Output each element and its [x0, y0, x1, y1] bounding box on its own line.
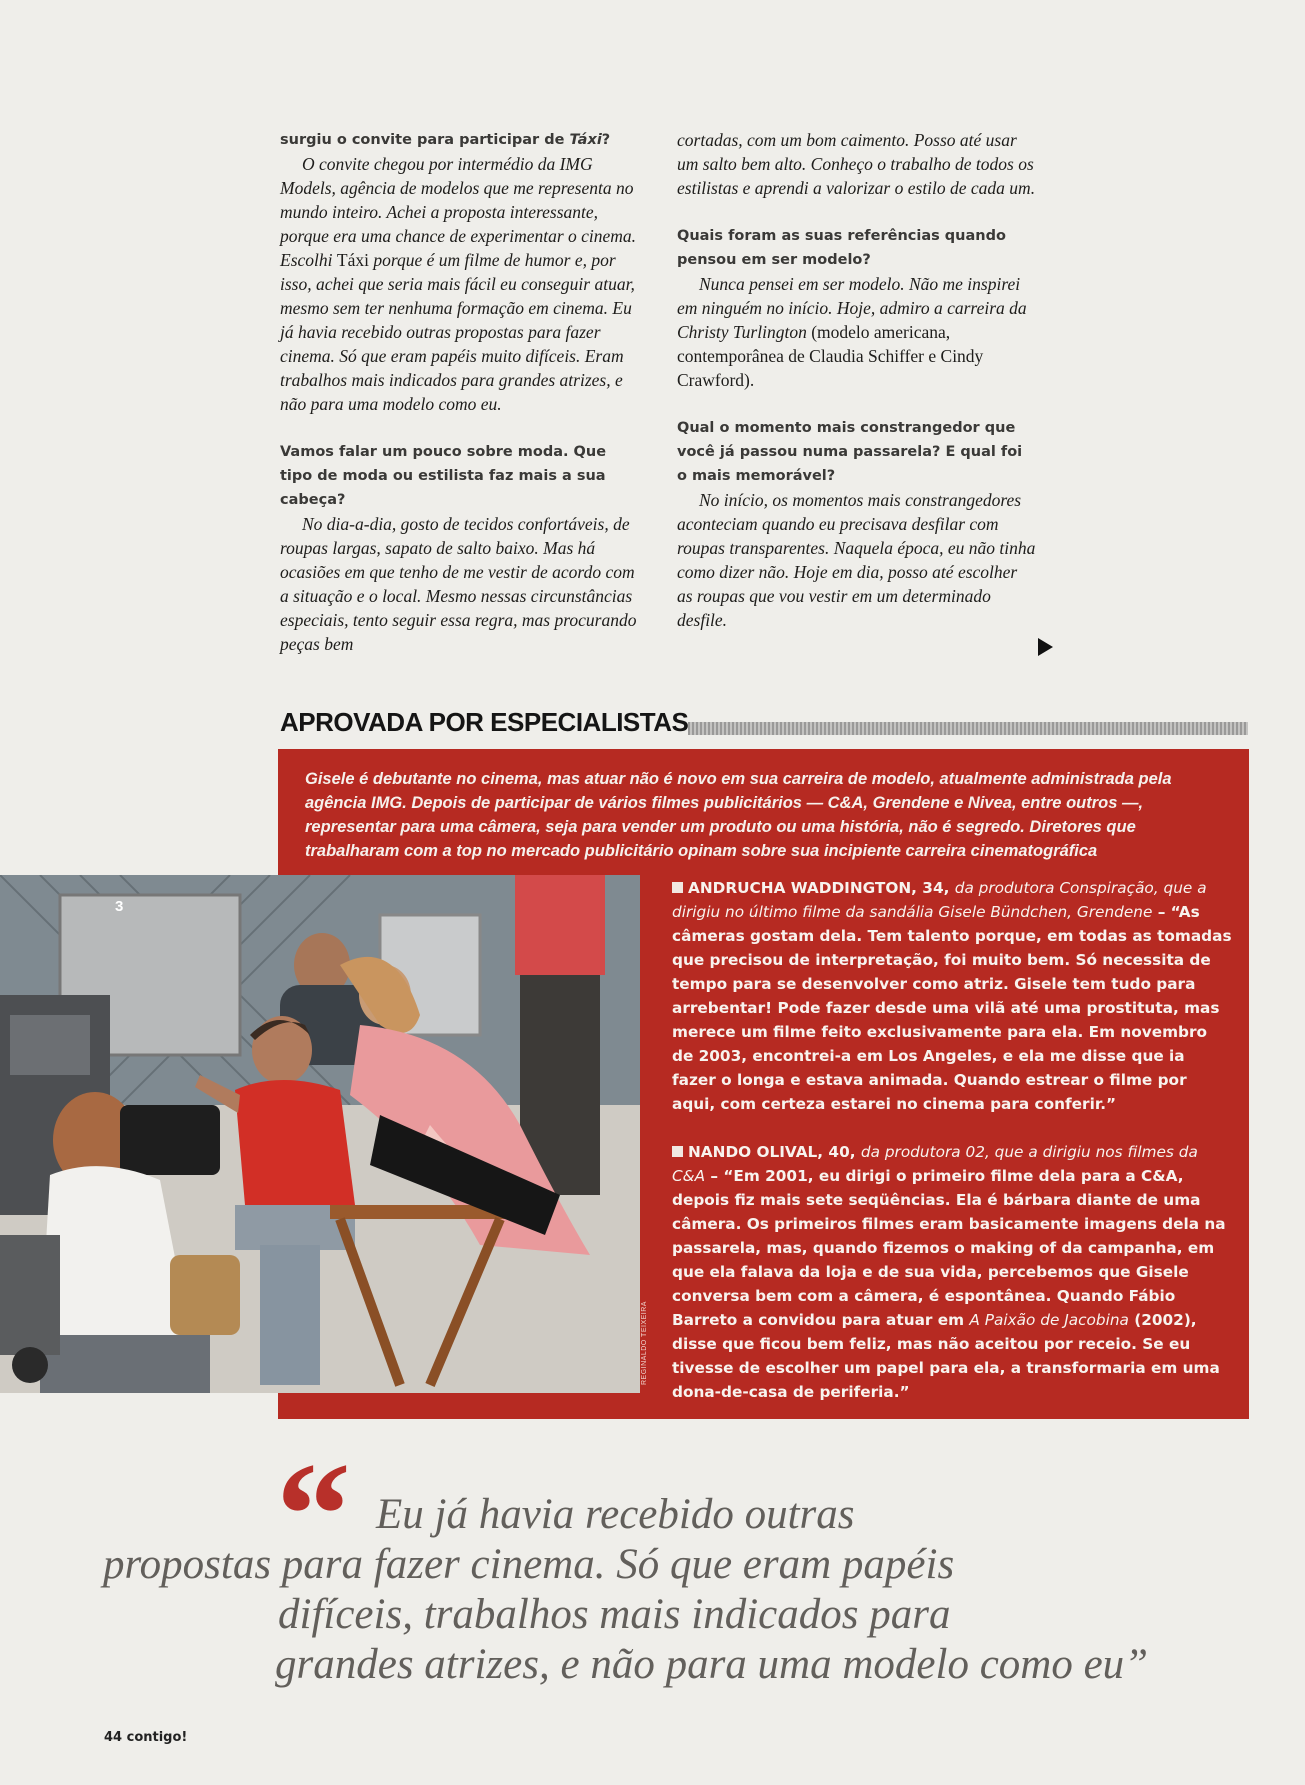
question-1: surgiu o convite para participar de Táxi? [280, 132, 611, 148]
square-bullet-icon [672, 1146, 683, 1157]
left-column [280, 128, 640, 656]
pull-quote-line: Eu já havia recebido outras [376, 1491, 855, 1538]
square-bullet-icon [672, 882, 683, 893]
right-column [677, 128, 1037, 632]
answer-2-continued: cortadas, com um bom caimento. Posso até usar um salto bem alto. Conheço o trabalho de todos os estilistas e aprendi a valorizar o estilo de cada um. [677, 130, 1036, 198]
heading-rule [688, 722, 1248, 735]
answer-2: No dia-a-dia, gosto de tecidos confortáveis, de roupas largas, sapato de salto baixo. Mas há ocasiões em que tenho de me vestir de acordo com a situação e o local. Mesmo nessas circunstâncias especiais, tento seguir essa regra, mas procurando peças bem [280, 514, 637, 654]
photo-illustration [0, 875, 640, 1393]
photo-number: 3 [115, 898, 124, 915]
film-set-photo [0, 875, 640, 1393]
quote-mark-icon: “ [276, 1432, 333, 1598]
page-footer: 44 contigo! [104, 1730, 188, 1745]
box-intro: Gisele é debutante no cinema, mas atuar não é novo em sua carreira de modelo, atualmente administrada pela agência IMG. Depois de participar de vários filmes publicitários — C&A, Grendene e Nivea, entre outros —, representar para uma câmera, seja para vender um produto ou uma história, não é segredo. Diretores que trabalharam com a top no mercado publicitário opinam sobre sua incipiente carreira cinematográfica [305, 770, 1172, 860]
question-2: Vamos falar um pouco sobre moda. Que tipo de moda ou estilista faz mais a sua cabeça? [280, 444, 607, 508]
question-4: Qual o momento mais constrangedor que você já passou numa passarela? E qual foi o mais memorável? [677, 420, 1023, 484]
question-3: Quais foram as suas referências quando pensou em ser modelo? [677, 228, 1006, 268]
box-heading: APROVADA POR ESPECIALISTAS [280, 707, 689, 737]
pull-quote-line: propostas para fazer cinema. Só que eram papéis [103, 1541, 955, 1588]
answer-4: No início, os momentos mais constrangedores aconteciam quando eu precisava desfilar com roupas transparentes. Naquela época, eu não tinha como dizer não. Hoje em dia, posso até escolher as roupas que vou vestir em um determinado desfile. [677, 490, 1036, 630]
expert-quotes [672, 876, 1232, 1404]
answer-3: Nunca pensei em ser modelo. Não me inspirei em ninguém no início. Hoje, admiro a carreira da Christy Turlington (modelo americana, contemporânea de Claudia Schiffer e Cindy Crawford). [677, 274, 1027, 390]
quote-andrucha: ANDRUCHA WADDINGTON, 34, da produtora Conspiração, que a dirigiu no último filme da sandália Gisele Bündchen, Grendene – “As câmeras gostam dela. Tem talento porque, em todas as tomadas que precisou de interpretação, foi muito bem. Só necessita de tempo para se desenvolver como atriz. Gisele tem tudo para arrebentar! Pode fazer desde uma vilã até uma prostituta, mas merece um filme feito exclusivamente para ela. Em novembro de 2003, encontrei-a em Los Angeles, e ela me disse que ia fazer o longa e estava animada. Quando estrear o filme por aqui, com certeza estarei no cinema para conferir.” [672, 879, 1232, 1113]
photo-credit: REGINALDO TEIXEIRA [641, 1301, 648, 1385]
continue-arrow-icon [1038, 638, 1053, 656]
pull-quote-line: grandes atrizes, e não para uma modelo como eu” [275, 1641, 1149, 1688]
answer-1: O convite chegou por intermédio da IMG Models, agência de modelos que me representa no mundo inteiro. Achei a proposta interessante, porque era uma chance de experimentar o cinema. Escolhi Táxi porque é um filme de humor e, por isso, achei que seria mais fácil eu conseguir atuar, mesmo sem ter nenhuma formação em cinema. Eu já havia recebido outras propostas para fazer cinema. Só que eram papéis muito difíceis. Eram trabalhos mais indicados para grandes atrizes, e não para uma modelo como eu. [280, 154, 637, 414]
quote-nando: NANDO OLIVAL, 40, da produtora 02, que a dirigiu nos filmes da C&A – “Em 2001, eu dirigi o primeiro filme dela para a C&A, depois fiz mais sete seqüências. Ela é bárbara diante de uma câmera. Os primeiros filmes eram basicamente imagens dela na passarela, mas, quando fizemos o making of da campanha, em que ela falava da loja e de sua vida, percebemos que Gisele conversa bem com a câmera, é espontânea. Quando Fábio Barreto a convidou para atuar em A Paixão de Jacobina (2002), disse que ficou bem feliz, mas não aceitou por receio. Se eu tivesse de escolher um papel para ela, a transformaria em uma dona-de-casa de periferia.” [672, 1143, 1226, 1401]
pull-quote-line: difíceis, trabalhos mais indicados para [278, 1591, 951, 1638]
